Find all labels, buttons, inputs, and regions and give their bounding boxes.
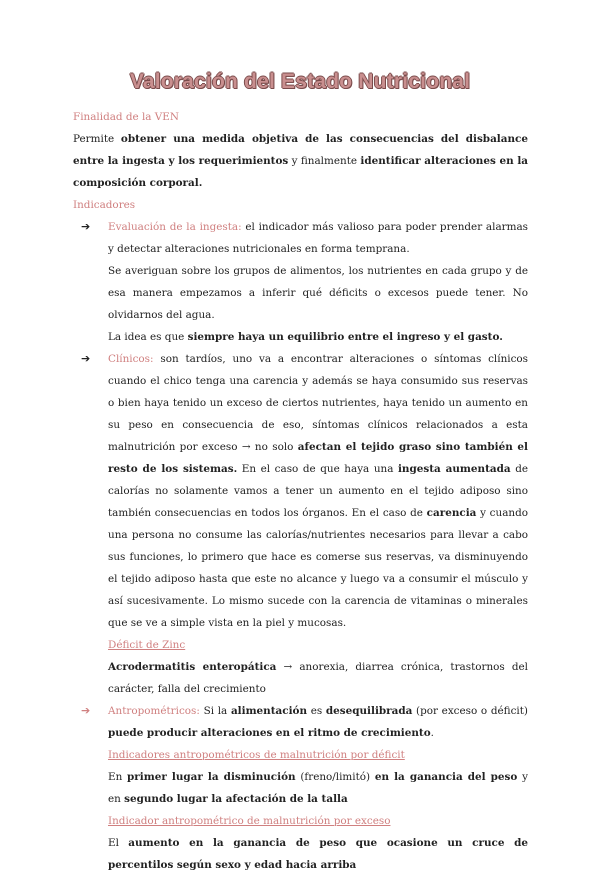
text: → anorexia, diarrea crónica, trastornos del carácter, falla del crecimiento: [108, 661, 528, 695]
text: (por exceso o déficit): [412, 705, 528, 717]
bold-text: carencia: [426, 507, 477, 519]
paragraph-ingesta: [108, 216, 528, 260]
bold-text: Acrodermatitis enteropática: [108, 661, 277, 673]
bold-text: segundo lugar la afectación de la talla: [124, 793, 348, 805]
list-item-clinicos: [73, 348, 528, 700]
bold-text: aumento en la ganancia de peso que ocasione un cruce de percentilos según sexo y edad hacia arriba: [108, 837, 529, 871]
heading-finalidad: Finalidad de la VEN: [73, 111, 179, 123]
text: Si la: [199, 705, 231, 717]
subheading-zinc: Déficit de Zinc: [108, 639, 186, 651]
bold-text: ingesta aumentada: [397, 463, 511, 475]
list-item-antropometricos: [73, 700, 528, 876]
item-label: Evaluación de la ingesta:: [108, 221, 242, 233]
page-title: Valoración del Estado Nutricional: [129, 70, 471, 93]
text: el indicador más valioso para poder prender alarmas y detectar alteraciones nutricionales en forma temprana.: [108, 221, 528, 255]
arrow-bullet-icon: ➔: [81, 220, 91, 233]
bold-text: siempre haya un equilibrio entre el ingreso y el gasto.: [187, 331, 503, 343]
paragraph-exceso: [108, 832, 528, 876]
paragraph-zinc: [108, 656, 528, 700]
text: En el caso de que haya una: [237, 463, 398, 475]
paragraph-clinicos: [108, 348, 528, 634]
text: (freno/limitó): [295, 771, 375, 783]
list-item-ingesta: [73, 216, 528, 348]
bold-text: identificar alteraciones en la composición corporal.: [73, 155, 528, 189]
text: En: [108, 771, 128, 783]
text: es: [307, 705, 326, 717]
arrow-bullet-icon: ➔: [81, 704, 91, 717]
document-body: [73, 106, 528, 876]
paragraph-antropometricos: [108, 700, 528, 744]
bold-text: afectan el tejido graso sino también el resto de los sistemas.: [108, 441, 528, 475]
bold-text: puede producir alteraciones en el ritmo de crecimiento: [108, 727, 431, 739]
text: de calorías no solamente vamos a tener un aumento en el tejido adiposo sino también consecuencias en todos los órganos. En el caso de: [108, 463, 529, 519]
bold-text: en la ganancia del peso: [374, 771, 518, 783]
text: y finalmente: [288, 155, 361, 167]
text: Permite: [73, 133, 121, 145]
bold-text: primer lugar la disminución: [127, 771, 296, 783]
item-label: Clínicos:: [108, 353, 154, 365]
paragraph-ingesta-3: [108, 326, 528, 348]
bold-text: obtener una medida objetiva de las consecuencias del disbalance entre la ingesta y los requerimientos: [73, 133, 528, 167]
bold-text: desequilibrada: [325, 705, 413, 717]
subheading-exceso: Indicador antropométrico de malnutrición por exceso: [108, 815, 391, 827]
item-label: Antropométricos:: [108, 705, 200, 717]
arrow-bullet-icon: ➔: [81, 352, 91, 365]
text: y cuando una persona no consume las calorías/nutrientes necesarios para llevar a cabo sus funciones, lo primero que hace es comerse sus reservas, va disminuyendo el tejido adiposo hasta que este no alcance y luego va a consumir el músculo y así sucesivamente. Lo mismo sucede con la carencia de vitaminas o minerales que se ve a simple vista en la piel y mucosas.: [108, 507, 528, 629]
subheading-deficit: Indicadores antropométricos de malnutrición por déficit: [108, 749, 405, 761]
text: .: [430, 727, 434, 739]
bold-text: alimentación: [230, 705, 308, 717]
paragraph-finalidad: [73, 128, 528, 194]
text: y en: [108, 771, 528, 805]
paragraph-deficit: [108, 766, 528, 810]
text: La idea es que: [108, 331, 188, 343]
paragraph-ingesta-2: Se averiguan sobre los grupos de alimentos, los nutrientes en cada grupo y de esa manera empezamos a inferir qué déficits o excesos puede tener. No olvidarnos del agua.: [108, 265, 528, 321]
text: son tardíos, uno va a encontrar alteraciones o síntomas clínicos cuando el chico tenga una carencia y además se haya consumido sus reservas o bien haya tenido un exceso de ciertos nutrientes, haya tenido un aumento en su peso en consecuencia de eso, síntomas clínicos relacionados a esta malnutrición por exceso → no solo: [108, 353, 528, 453]
text: El: [108, 837, 129, 849]
heading-indicadores: Indicadores: [73, 199, 136, 211]
